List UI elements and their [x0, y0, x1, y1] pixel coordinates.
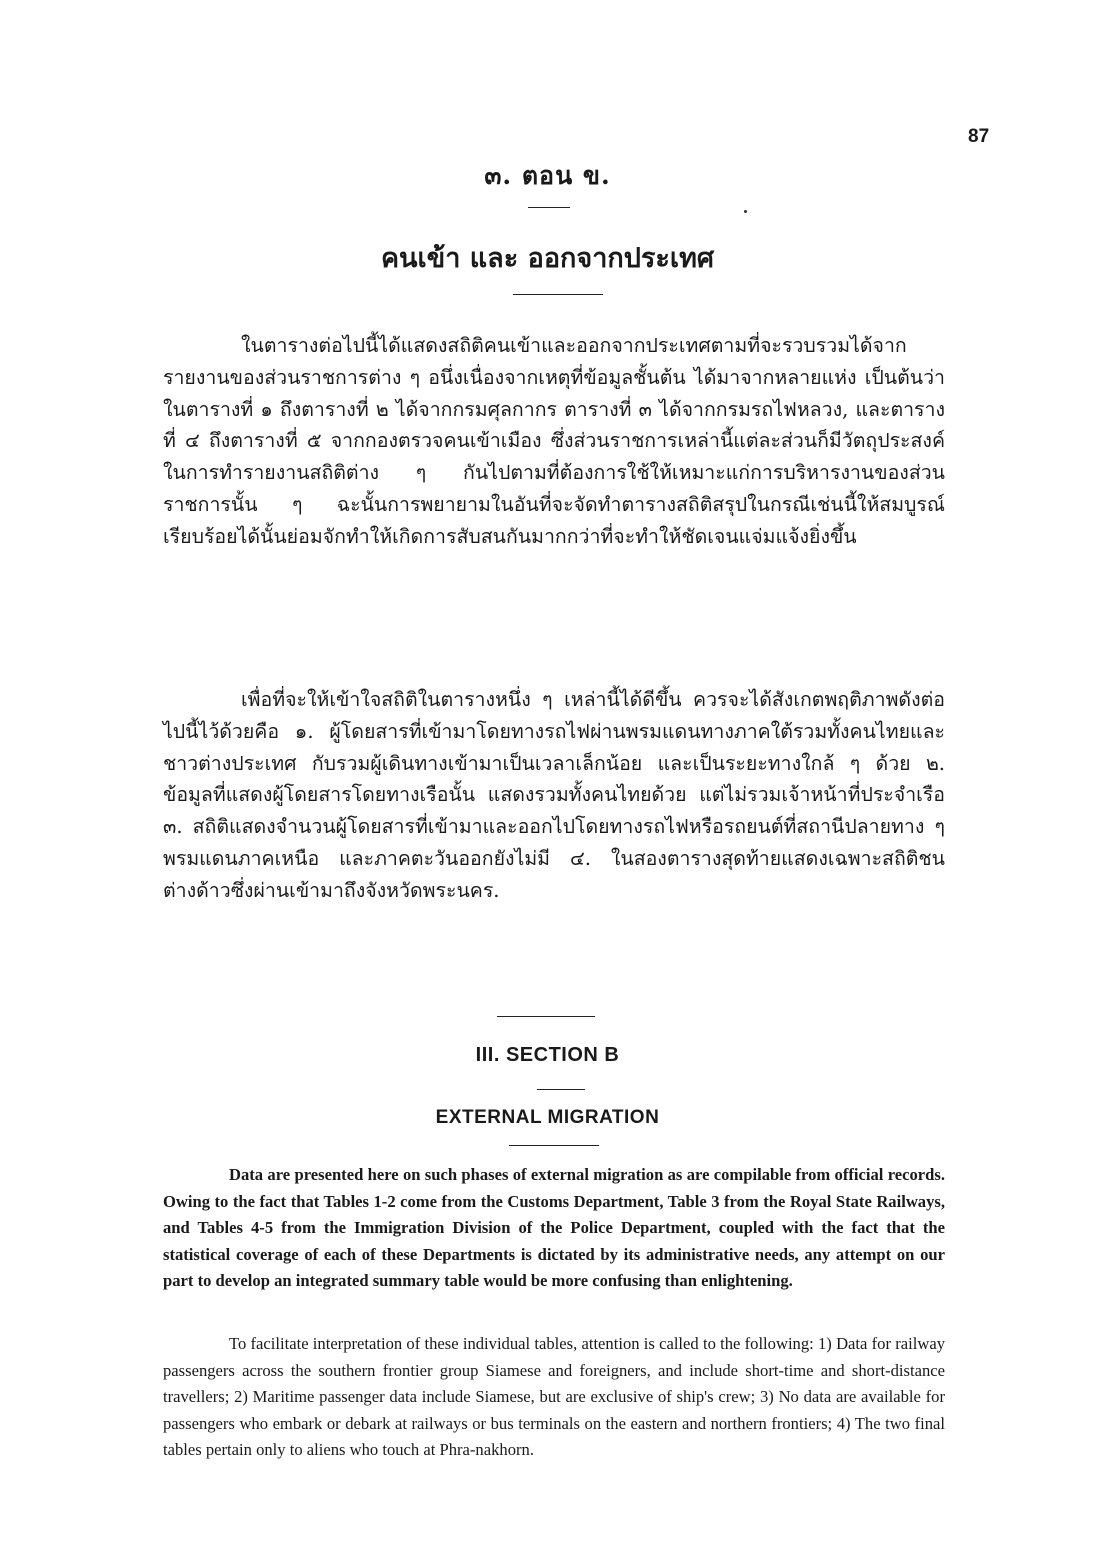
speck: [744, 210, 747, 213]
page-number: 87: [968, 126, 990, 147]
english-section-heading: III. SECTION B: [475, 1044, 620, 1066]
english-paragraph: To facilitate interpretation of these individual tables, attention is called to the following: 1) Data for railway passengers across the southern frontier group Siamese and foreigners, and include short-time and short-distance travellers; 2) Maritime passenger data include Siamese, but are exclusive of ship's crew; 3) No data are available for passengers who embark or debark at railways or bus terminals on the eastern and northern frontiers; 4) The two final tables pertain only to aliens who touch at Phra-nakhorn.: [163, 1334, 945, 1459]
thai-title: คนเข้า และ ออกจากประเทศ: [380, 243, 715, 274]
divider: [537, 1089, 585, 1090]
thai-paragraph: เพื่อที่จะให้เข้าใจสถิติในตารางหนึ่ง ๆ เหล่านี้ได้ดีขึ้น ควรจะได้สังเกตพฤติภาพดังต่อไปนี้ไว้ด้วยคือ ๑. ผู้โดยสารที่เข้ามาโดยทางรถไฟผ่านพรมแดนทางภาคใต้รวมทั้งคนไทยและชาวต่างประเทศ กับรวมผู้เดินทางเข้ามาเป็นเวลาเล็กน้อย และเป็นระยะทางใกล้ ๆ ด้วย ๒. ข้อมูลที่แสดงผู้โดยสารโดยทางเรือนั้น แสดงรวมทั้งคนไทยด้วย แต่ไม่รวมเจ้าหน้าที่ประจำเรือ ๓. สถิติแสดงจำนวนผู้โดยสารที่เข้ามาและออกไปโดยทางรถไฟหรือรถยนต์ที่สถานีปลายทาง ๆ พรมแดนภาคเหนือ และภาคตะวันออกยังไม่มี ๔. ในสองตารางสุดท้ายแสดงเฉพาะสถิติชนต่างด้าวซึ่งผ่านเข้ามาถึงจังหวัดพระนคร.: [163, 688, 945, 902]
divider: [497, 1016, 595, 1017]
thai-paragraph: ในตารางต่อไปนี้ได้แสดงสถิติคนเข้าและออกจากประเทศตามที่จะรวบรวมได้จากรายงานของส่วนราชการต่าง ๆ อนึ่งเนื่องจากเหตุที่ข้อมูลชั้นต้น ได้มาจากหลายแห่ง เป็นต้นว่า ในตารางที่ ๑ ถึงตารางที่ ๒ ได้จากกรมศุลกากร ตารางที่ ๓ ได้จากกรมรถไฟหลวง, และตารางที่ ๔ ถึงตารางที่ ๕ จากกองตรวจคนเข้าเมือง ซึ่งส่วนราชการเหล่านี้แต่ละส่วนก็มีวัตถุประสงค์ในการทำรายงานสถิติต่าง ๆ กันไปตามที่ต้องการใช้ให้เหมาะแก่การบริหารงานของส่วนราชการนั้น ๆ ฉะนั้นการพยายามในอันที่จะจัดทำตารางสถิติสรุปในกรณีเช่นนี้ให้สมบูรณ์เรียบร้อยได้นั้นย่อมจักทำให้เกิดการสับสนกันมากกว่าที่จะทำให้ชัดเจนแจ่มแจ้งยิ่งขึ้น: [163, 334, 945, 548]
divider: [528, 207, 570, 208]
divider: [509, 1145, 599, 1146]
english-paragraph: Data are presented here on such phases of external migration as are compilable from official records. Owing to the fact that Tables 1-2 come from the Customs Department, Table 3 from the Royal State Railways, and Tables 4-5 from the Immigration Division of the Police Department, coupled with the fact that the statistical coverage of each of these Departments is dictated by its administrative needs, any attempt on our part to develop an integrated summary table would be more confusing than enlightening.: [163, 1165, 945, 1290]
english-title: EXTERNAL MIGRATION: [435, 1107, 660, 1128]
thai-section-heading: ๓. ตอน ข.: [484, 161, 611, 190]
divider: [513, 294, 603, 295]
